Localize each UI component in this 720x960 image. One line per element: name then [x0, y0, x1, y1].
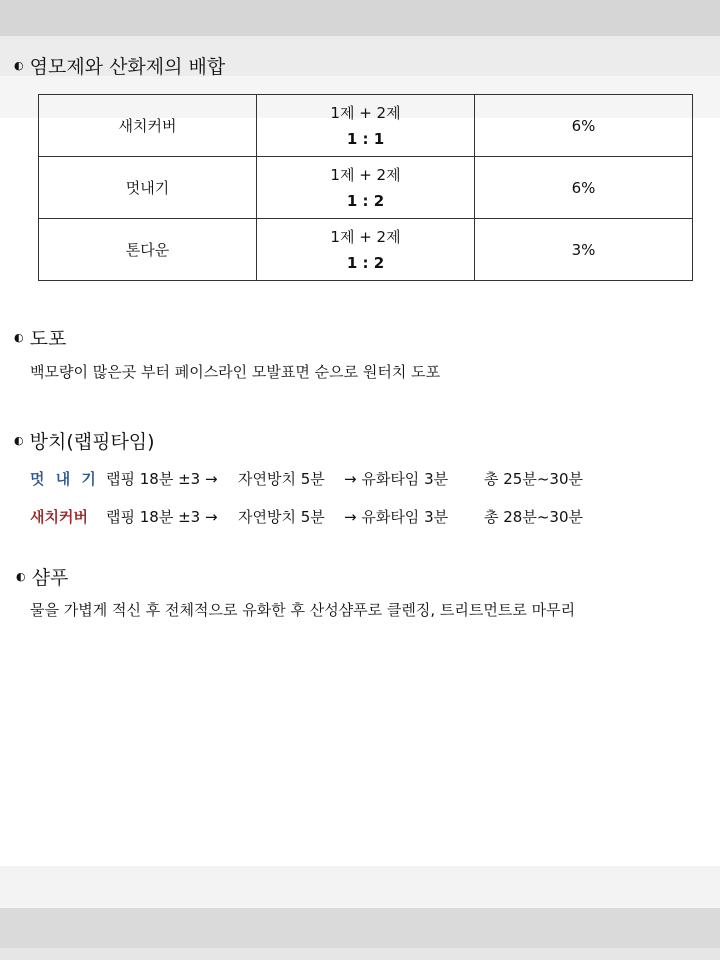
- mix-heading: [14, 52, 225, 79]
- table-cell-name: 새치커버: [39, 95, 257, 157]
- ratio-bottom: 1 : 2: [346, 191, 385, 210]
- bottom-band: [0, 948, 720, 960]
- time-total: 총 28분~30분: [484, 508, 583, 526]
- time-natural: 자연방치 5분: [238, 508, 325, 526]
- ratio-bottom: 1 : 2: [346, 253, 385, 272]
- time-wrap: 랩핑 18분 ±3 →: [106, 508, 218, 526]
- apply-heading-text: 도포: [29, 328, 67, 350]
- time-row: [30, 468, 583, 489]
- time-row: [30, 506, 583, 527]
- wait-heading: [14, 427, 155, 454]
- ratio-bottom: 1 : 1: [346, 129, 385, 148]
- shampoo-heading-text: 샴푸: [31, 567, 69, 589]
- time-row-label: 멋 내 기: [30, 470, 99, 488]
- table-cell-name: 톤다운: [39, 219, 257, 281]
- table-cell-name: 멋내기: [39, 157, 257, 219]
- apply-text: 백모량이 많은곳 부터 페이스라인 모발표면 순으로 원터치 도포: [30, 363, 441, 381]
- mix-table: [38, 94, 693, 281]
- table-row: [39, 219, 693, 281]
- table-cell-percent: 3%: [475, 219, 693, 281]
- time-natural: 자연방치 5분: [238, 470, 325, 488]
- bullet-icon: ◐: [14, 331, 24, 344]
- ratio-top: 1제 + 2제: [330, 227, 401, 246]
- ratio-top: 1제 + 2제: [330, 165, 401, 184]
- table-cell-ratio: [257, 157, 475, 219]
- ratio-top: 1제 + 2제: [330, 103, 401, 122]
- time-emulsify: → 유화타임 3분: [344, 508, 449, 526]
- bullet-icon: ◐: [14, 59, 24, 72]
- time-wrap: 랩핑 18분 ±3 →: [106, 470, 218, 488]
- top-band: [0, 0, 720, 36]
- shampoo-heading: [16, 563, 68, 590]
- table-cell-percent: 6%: [475, 157, 693, 219]
- bottom-band: [0, 908, 720, 948]
- mix-heading-text: 염모제와 산화제의 배합: [29, 56, 226, 78]
- shampoo-text: 물을 가볍게 적신 후 전체적으로 유화한 후 산성샴푸로 클렌징, 트리트먼트로 마무리: [30, 601, 576, 619]
- bottom-band: [0, 866, 720, 908]
- apply-heading: [14, 324, 66, 351]
- time-total: 총 25분~30분: [484, 470, 583, 488]
- wait-heading-text: 방치(랩핑타임): [29, 431, 155, 453]
- time-row-label: 새치커버: [30, 508, 88, 526]
- table-row: [39, 95, 693, 157]
- table-cell-ratio: [257, 95, 475, 157]
- bullet-icon: ◐: [16, 570, 26, 583]
- bullet-icon: ◐: [14, 434, 24, 447]
- table-row: [39, 157, 693, 219]
- table-cell-ratio: [257, 219, 475, 281]
- time-emulsify: → 유화타임 3분: [344, 470, 449, 488]
- table-cell-percent: 6%: [475, 95, 693, 157]
